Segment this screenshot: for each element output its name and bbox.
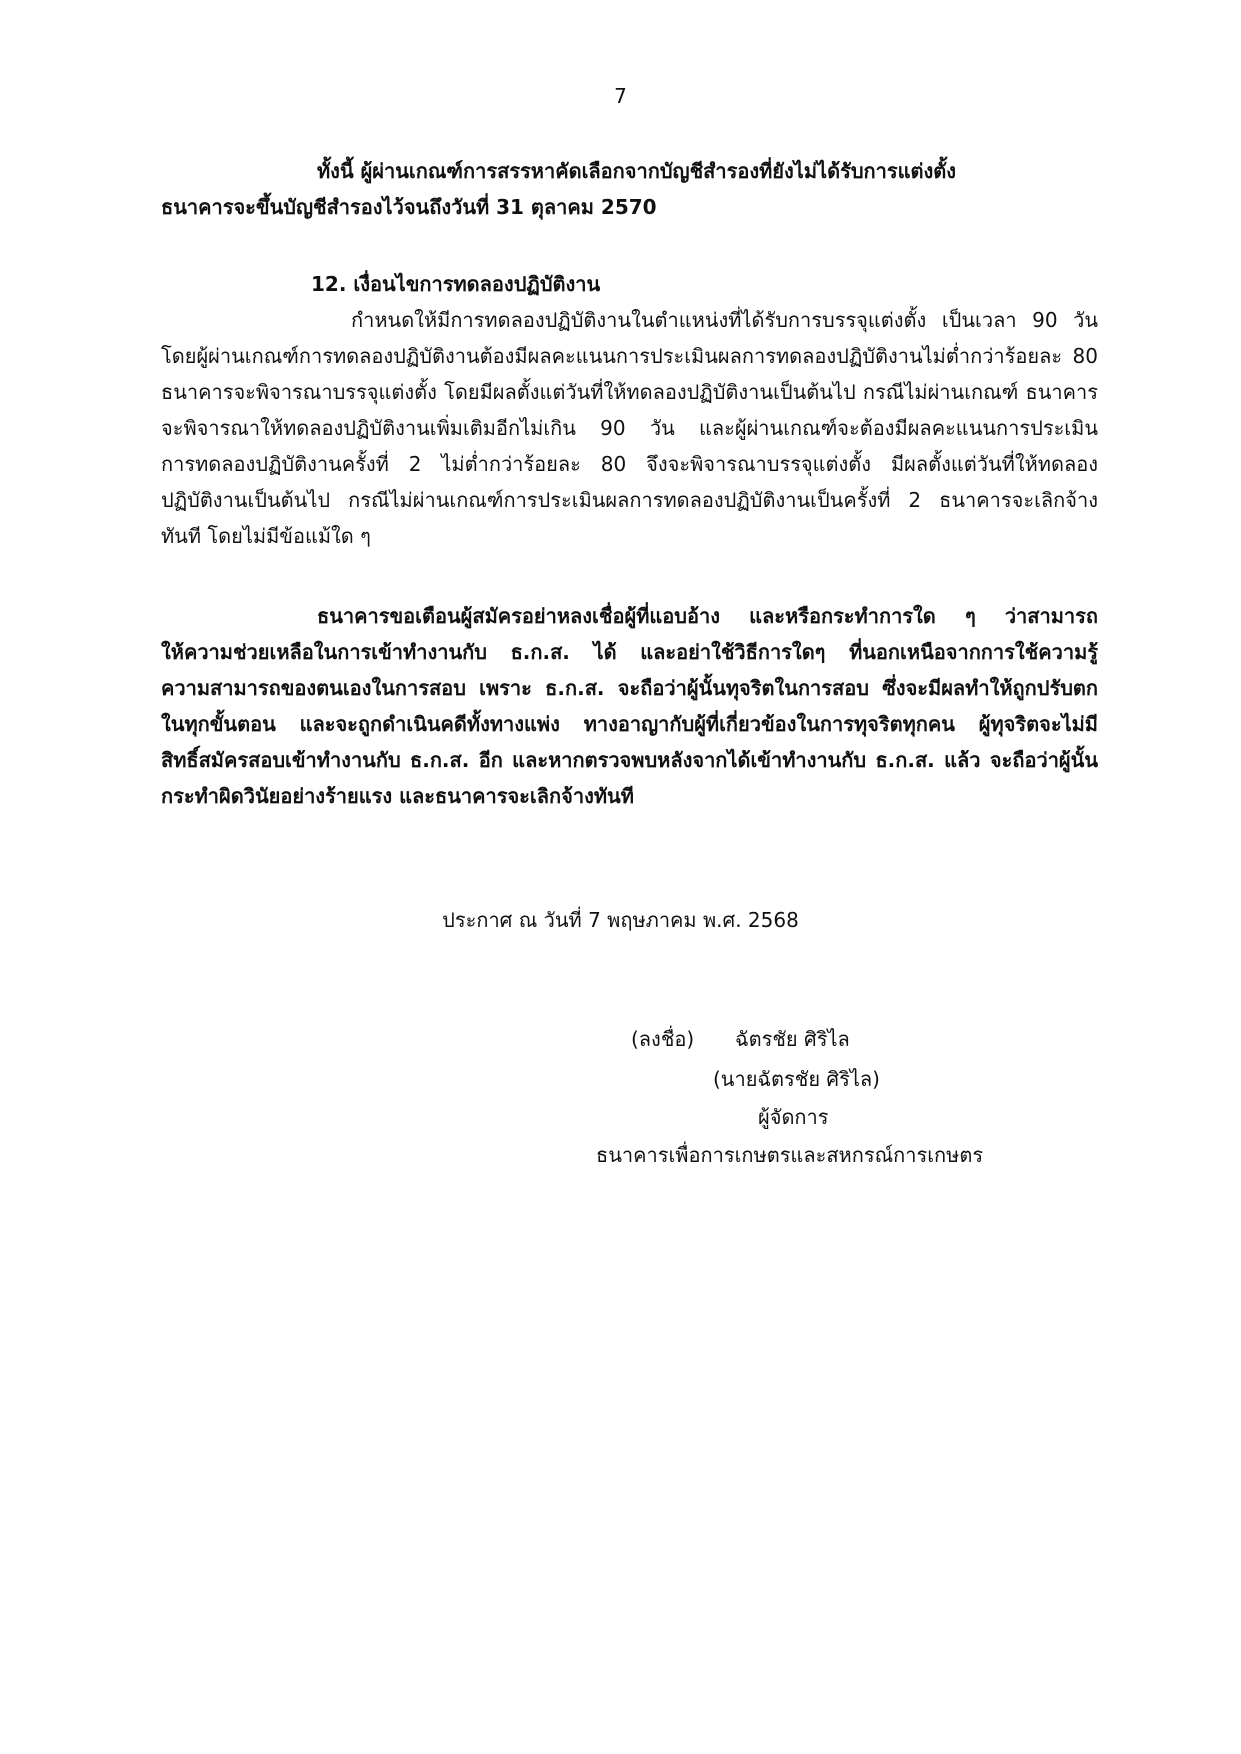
section-12-line: ทันที โดยไม่มีข้อแม้ใด ๆ — [161, 524, 371, 548]
section-12-line: ธนาคารจะพิจารณาบรรจุแต่งตั้ง โดยมีผลตั้งแต่วันที่ให้ทดลองปฏิบัติงานเป็นต้นไป กรณีไม่ผ่านเกณฑ์ ธนาคาร — [161, 380, 1098, 404]
section-12-heading: 12. เงื่อนไขการทดลองปฏิบัติงาน — [311, 272, 601, 296]
page-number: 7 — [614, 84, 627, 108]
warning-line: ธนาคารขอเตือนผู้สมัครอย่าหลงเชื่อผู้ที่แอบอ้าง และหรือกระทำการใด ๆ ว่าสามารถ — [317, 604, 1098, 628]
announcement-date: ประกาศ ณ วันที่ 7 พฤษภาคม พ.ศ. 2568 — [442, 908, 799, 932]
reserve-list-line: ทั้งนี้ ผู้ผ่านเกณฑ์การสรรหาคัดเลือกจากบัญชีสำรองที่ยังไม่ได้รับการแต่งตั้ง — [317, 159, 956, 183]
section-12-line: ปฏิบัติงานเป็นต้นไป กรณีไม่ผ่านเกณฑ์การประเมินผลการทดลองปฏิบัติงานเป็นครั้งที่ 2 ธนาคารจะเลิกจ้าง — [161, 488, 1098, 512]
warning-line: ให้ความช่วยเหลือในการเข้าทำงานกับ ธ.ก.ส. ได้ และอย่าใช้วิธีการใดๆ ที่นอกเหนือจากการใช้ความรู้ — [161, 640, 1098, 664]
signature-name: ฉัตรชัย ศิริไล — [735, 1027, 850, 1051]
warning-line: ในทุกขั้นตอน และจะถูกดำเนินคดีทั้งทางแพ่ง ทางอาญากับผู้ที่เกี่ยวข้องในการทุจริตทุกคน ผู้ทุจริตจะไม่มี — [161, 712, 1098, 736]
signatory-organization: ธนาคารเพื่อการเกษตรและสหกรณ์การเกษตร — [596, 1143, 984, 1167]
signatory-full-name: (นายฉัตรชัย ศิริไล) — [713, 1067, 880, 1091]
warning-line: สิทธิ์สมัครสอบเข้าทำงานกับ ธ.ก.ส. อีก และหากตรวจพบหลังจากได้เข้าทำงานกับ ธ.ก.ส. แล้ว จะถือว่าผู้นั้น — [161, 748, 1098, 772]
signed-label: (ลงชื่อ) — [631, 1027, 695, 1051]
warning-line: กระทำผิดวินัยอย่างร้ายแรง และธนาคารจะเลิกจ้างทันที — [161, 784, 634, 808]
section-12 — [161, 266, 1098, 554]
warning-paragraph — [161, 598, 1098, 814]
section-12-line: การทดลองปฏิบัติงานครั้งที่ 2 ไม่ต่ำกว่าร้อยละ 80 จึงจะพิจารณาบรรจุแต่งตั้ง มีผลตั้งแต่วันที่ให้ทดลอง — [161, 452, 1098, 476]
warning-line: ความสามารถของตนเองในการสอบ เพราะ ธ.ก.ส. จะถือว่าผู้นั้นทุจริตในการสอบ ซึ่งจะมีผลทำให้ถูกปรับตก — [161, 676, 1098, 700]
section-12-line: จะพิจารณาให้ทดลองปฏิบัติงานเพิ่มเติมอีกไม่เกิน 90 วัน และผู้ผ่านเกณฑ์จะต้องมีผลคะแนนการประเมิน — [161, 416, 1098, 440]
reserve-list-line: ธนาคารจะขึ้นบัญชีสำรองไว้จนถึงวันที่ 31 ตุลาคม 2570 — [161, 195, 657, 219]
signatory-position: ผู้จัดการ — [758, 1105, 829, 1129]
section-12-line: กำหนดให้มีการทดลองปฏิบัติงานในตำแหน่งที่ได้รับการบรรจุแต่งตั้ง เป็นเวลา 90 วัน — [351, 308, 1098, 332]
section-12-line: โดยผู้ผ่านเกณฑ์การทดลองปฏิบัติงานต้องมีผลคะแนนการประเมินผลการทดลองปฏิบัติงานไม่ต่ำกว่าร้อยละ 80 — [161, 344, 1098, 368]
reserve-list-paragraph — [161, 153, 1098, 225]
